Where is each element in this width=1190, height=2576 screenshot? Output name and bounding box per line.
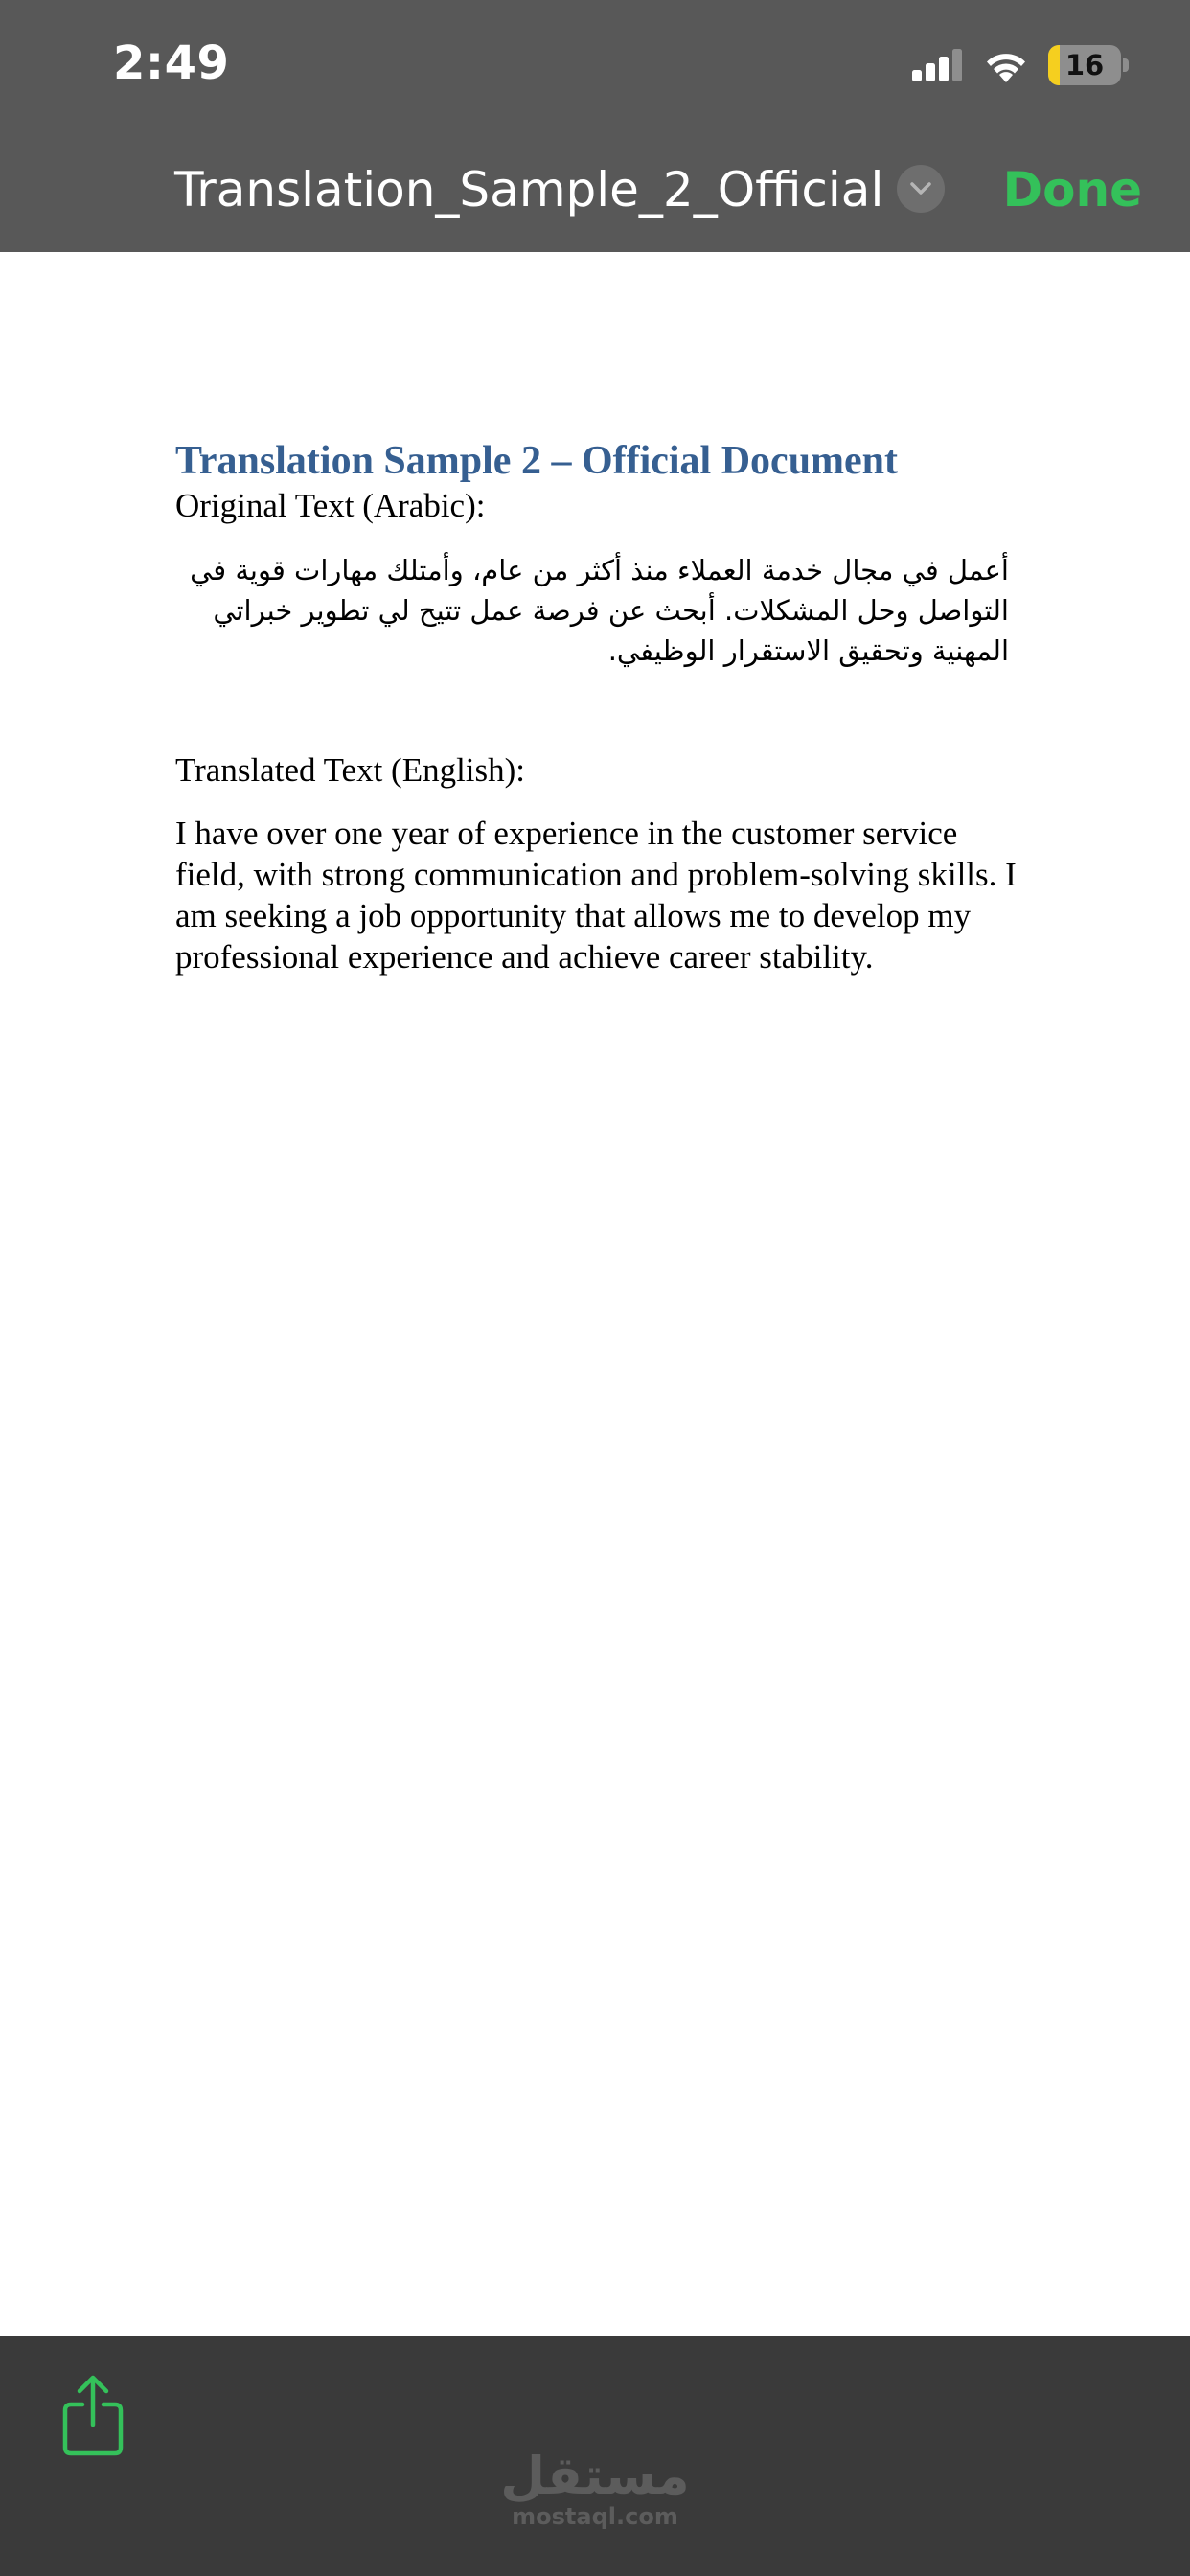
translated-text-label: Translated Text (English): bbox=[175, 751, 526, 789]
battery-level: 16 bbox=[1064, 49, 1105, 81]
status-time: 2:49 bbox=[113, 36, 230, 90]
cellular-signal-icon bbox=[912, 49, 964, 81]
watermark-logo: مستقل bbox=[500, 2446, 690, 2506]
battery-icon bbox=[1048, 45, 1129, 85]
document-content bbox=[175, 437, 1018, 978]
arabic-text-paragraph: أعمل في مجال خدمة العملاء منذ أكثر من عام، وأمتلك مهارات قوية في التواصل وحل المشكلات. أبحث عن فرصة عمل تتيح لي تطوير خبراتي المهنية وتحقيق الاستقرار الوظيفي. bbox=[190, 554, 1009, 667]
battery-nub bbox=[1123, 58, 1129, 72]
english-text-paragraph: I have over one year of experience in the customer service field, with strong communication and problem-solving skills. I am seeking a job opportunity that allows me to develop my professional experience and achieve career stability. bbox=[175, 815, 1017, 976]
navigation-bar bbox=[0, 153, 1190, 226]
document-page[interactable] bbox=[0, 252, 1190, 2336]
done-button[interactable]: Done bbox=[1002, 162, 1142, 218]
watermark-url: mostaql.com bbox=[512, 2503, 678, 2530]
title-menu-button[interactable] bbox=[897, 165, 945, 213]
document-heading: Translation Sample 2 – Official Document bbox=[175, 439, 899, 483]
watermark bbox=[0, 2446, 1190, 2530]
bottom-toolbar bbox=[0, 2336, 1190, 2576]
top-bar bbox=[0, 0, 1190, 252]
chevron-down-icon bbox=[910, 182, 931, 196]
share-icon bbox=[59, 2373, 126, 2459]
document-title: Translation_Sample_2_Official bbox=[174, 162, 884, 218]
wifi-icon bbox=[983, 48, 1029, 82]
status-icons bbox=[912, 42, 1129, 88]
share-button[interactable] bbox=[59, 2373, 126, 2459]
original-text-label: Original Text (Arabic): bbox=[175, 487, 486, 524]
